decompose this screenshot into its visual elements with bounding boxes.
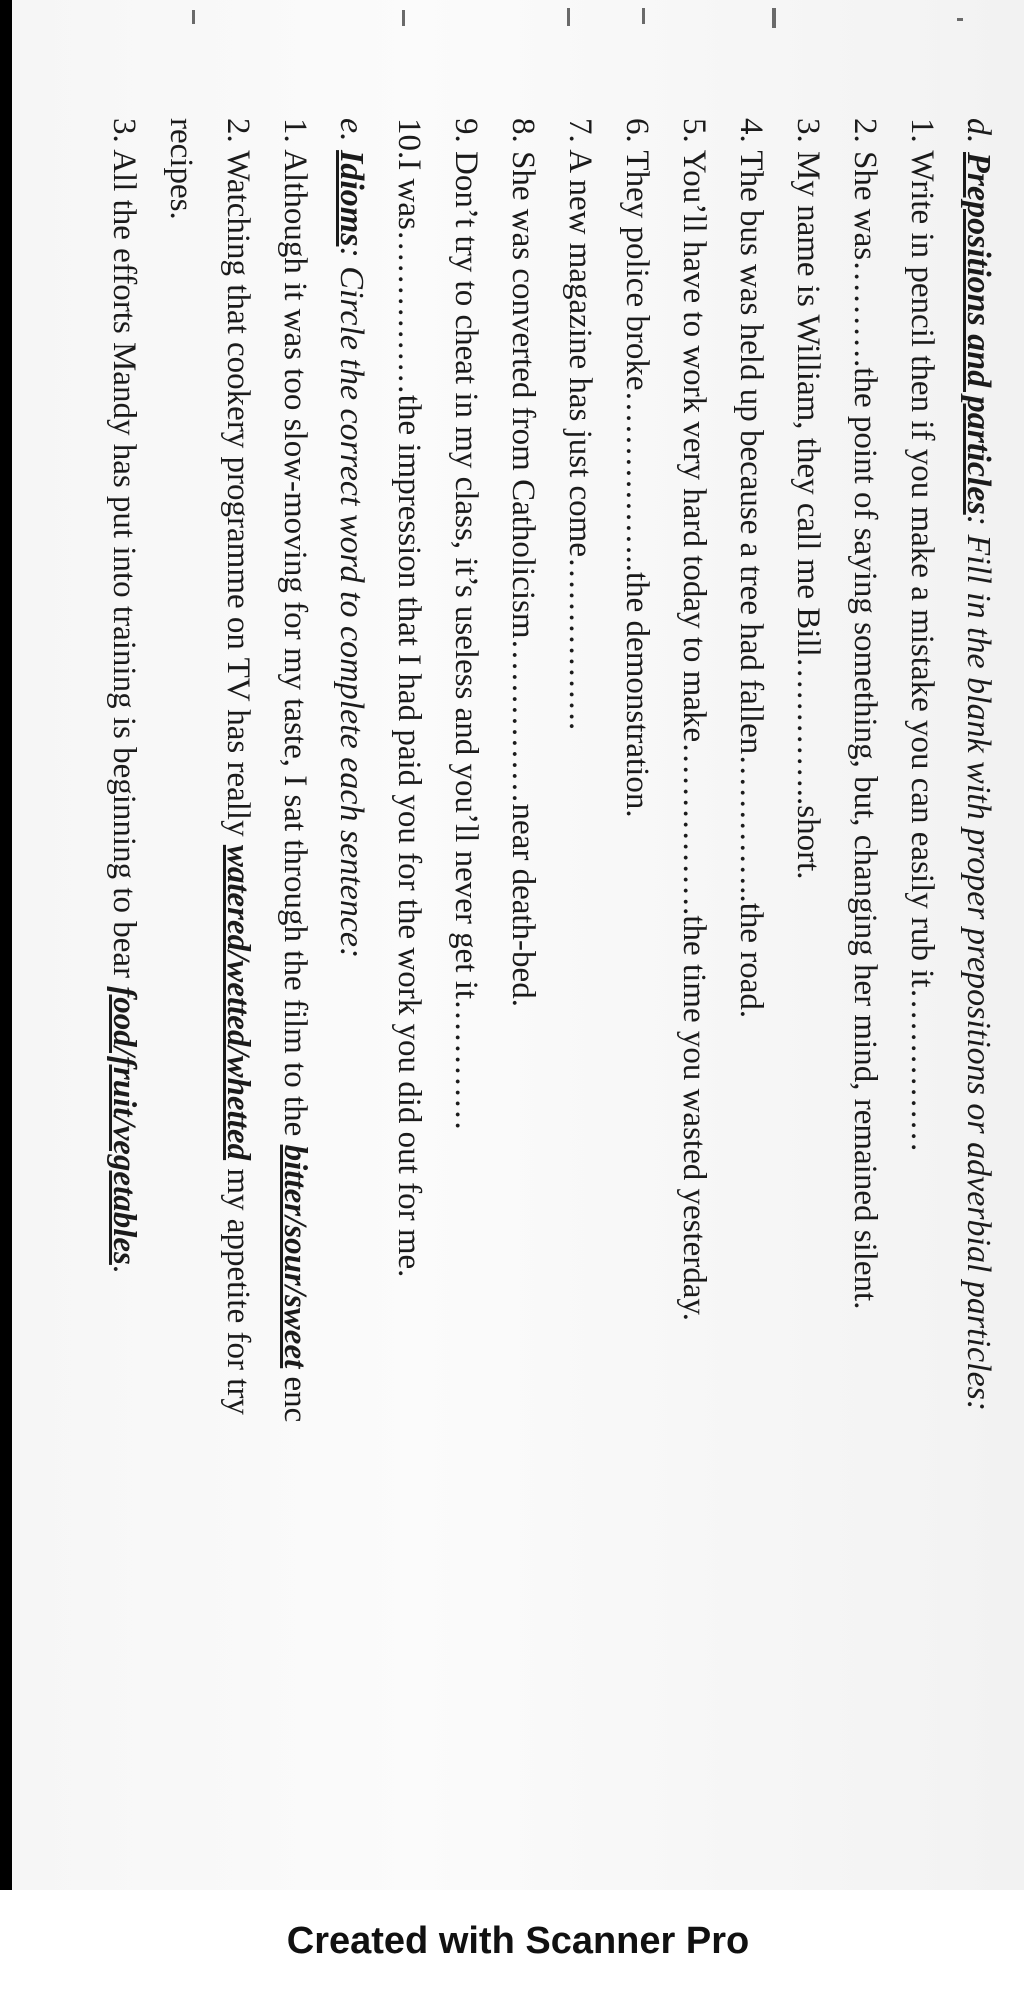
word-options[interactable]: food/fruit/vegetables <box>106 986 142 1265</box>
word-options[interactable]: bitter/sour/sweet <box>277 1144 313 1369</box>
list-item: 1. Although it was too slow-moving for my taste, I sat through the film to the bitter/sour/sweet enc <box>277 118 313 1423</box>
scanned-page <box>12 0 1024 1890</box>
list-item: 4. The bus was held up because a tree had fallen…………..the road. <box>733 118 769 1019</box>
section-e-title: Idioms <box>333 150 370 247</box>
list-item: 10.I was……………the impression that I had paid you for the work you did out for me. <box>391 118 427 1278</box>
list-item: 7. A new magazine has just come……………. <box>562 118 598 731</box>
section-d-instruction: Fill in the blank with proper prepositions or adverbial particles: <box>960 534 997 1412</box>
section-d-heading: d. Prepositions and particles: Fill in the blank with proper prepositions or adverbial particles: <box>960 118 997 1412</box>
list-item: 2. She was……….the point of saying something, but, changing her mind, remained silent. <box>847 118 883 1310</box>
scan-border <box>0 0 12 1993</box>
top-edge-marks <box>12 0 1024 60</box>
document-text <box>95 118 1007 1878</box>
section-d-label: d. <box>960 118 997 144</box>
list-item-continuation: recipes. <box>163 118 199 220</box>
list-item: 3. My name is William, they call me Bill…………..short. <box>790 118 826 880</box>
list-item: 6. They police broke……………..the demonstration. <box>619 118 655 818</box>
word-options[interactable]: watered/wetted/whetted <box>220 844 256 1161</box>
footer-text: Created with Scanner Pro <box>286 1920 750 1962</box>
list-item: 5. You’ll have to work very hard today to make…………….the time you wasted yesterday. <box>676 118 712 1322</box>
section-e-heading: e. Idioms: Circle the correct word to complete each sentence: <box>333 118 370 959</box>
list-item: 8. She was converted from Catholicism……………near death-bed. <box>505 118 541 1007</box>
section-e-instruction: Circle the correct word to complete each sentence: <box>333 266 370 959</box>
list-item: 1. Write in pencil then if you make a mistake you can easily rub it…………… <box>904 118 940 1153</box>
section-d-title: Prepositions and particles <box>960 152 997 515</box>
list-item: 2. Watching that cookery programme on TV has really watered/wetted/whetted my appetite for try <box>220 118 256 1415</box>
list-item: 9. Don’t try to cheat in my class, it’s useless and you’ll never get it………… <box>448 118 484 1132</box>
section-e-label: e. <box>333 118 370 142</box>
footer-watermark <box>0 1890 1024 1993</box>
list-item: 3. All the efforts Mandy has put into training is beginning to bear food/fruit/vegetables. <box>106 118 142 1274</box>
